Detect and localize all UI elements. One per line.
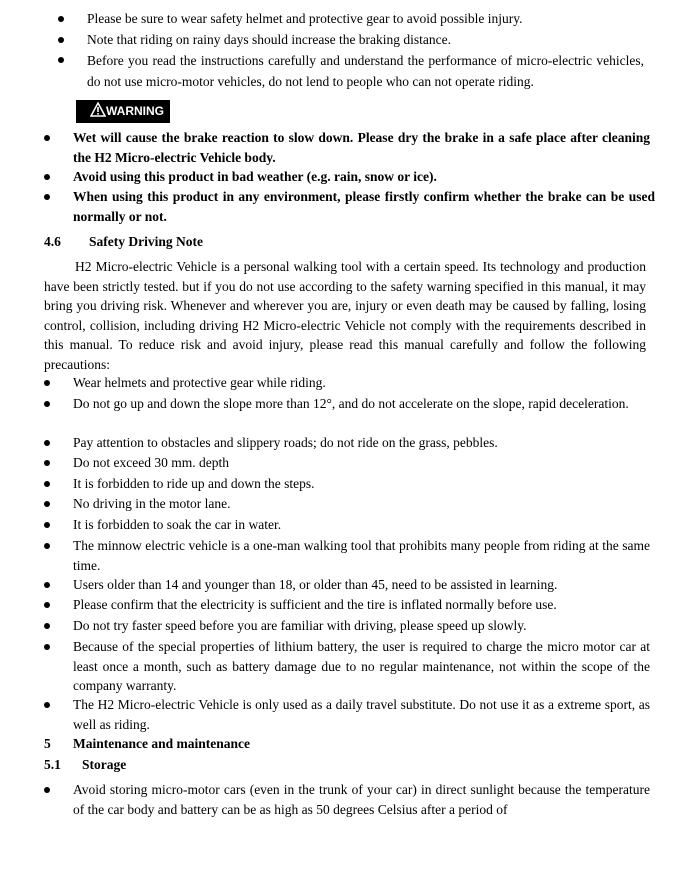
list-item: Avoid storing micro-motor cars (even in the trunk of your car) in direct sunlight because the temperature of the car body and battery can be as high as 50 degrees Celsius after a period of xyxy=(73,782,650,817)
section-number: 5 xyxy=(44,736,51,751)
bullet-dot xyxy=(44,440,50,446)
warning-triangle-icon xyxy=(90,102,106,117)
warning-item: Wet will cause the brake reaction to slow down. Please dry the brake in a safe place after cleaning the H2 Micro-electric Vehicle body. xyxy=(73,130,650,165)
section-number: 5.1 xyxy=(44,757,61,772)
bullet-dot xyxy=(44,194,50,200)
bullet-dot xyxy=(44,602,50,608)
bullet-dot xyxy=(58,16,64,22)
list-item: Because of the special properties of lithium battery, the user is required to charge the micro motor car at least once a month, such as battery damage due to no regular maintenance, not within the scope of the company warranty. xyxy=(73,639,650,693)
bullet-dot xyxy=(44,582,50,588)
list-item: Do not go up and down the slope more than 12°, and do not accelerate on the slope, rapid deceleration. xyxy=(73,396,629,411)
section-title: Safety Driving Note xyxy=(89,234,203,249)
bullet-dot xyxy=(44,543,50,549)
section-number: 4.6 xyxy=(44,234,61,249)
bullet-dot xyxy=(44,702,50,708)
list-item: Please confirm that the electricity is sufficient and the tire is inflated normally before use. xyxy=(73,597,557,612)
list-item: No driving in the motor lane. xyxy=(73,496,231,511)
warning-label xyxy=(76,100,170,123)
list-item: Users older than 14 and younger than 18, or older than 45, need to be assisted in learning. xyxy=(73,577,558,592)
bullet-dot xyxy=(44,460,50,466)
bullet-dot xyxy=(44,522,50,528)
bullet-dot xyxy=(44,401,50,407)
bullet-dot xyxy=(44,380,50,386)
warning-item: Avoid using this product in bad weather (e.g. rain, snow or ice). xyxy=(73,169,437,184)
section-title: Storage xyxy=(82,757,127,772)
bullet-dot xyxy=(44,135,50,141)
list-item: Pay attention to obstacles and slippery roads; do not ride on the grass, pebbles. xyxy=(73,435,498,450)
list-item: Do not try faster speed before you are familiar with driving, please speed up slowly. xyxy=(73,618,527,633)
list-item: Please be sure to wear safety helmet and protective gear to avoid possible injury. xyxy=(87,11,523,26)
bullet-dot xyxy=(44,623,50,629)
section-paragraph: H2 Micro-electric Vehicle is a personal walking tool with a certain speed. Its technology and production have been strictly tested. but if you do not use according to the safety warning specified in this manual, it may bring you driving risk. Whenever and wherever you are, injury or even death may be caused by falling, losing control, collision, including driving H2 Micro-electric Vehicle not comply with the requirements described in this manual. To reduce risk and avoid injury, please read this manual carefully and follow the following precautions: xyxy=(44,259,646,372)
list-item: Wear helmets and protective gear while riding. xyxy=(73,375,326,390)
section-title: Maintenance and maintenance xyxy=(73,736,250,751)
bullet-dot xyxy=(44,174,50,180)
bullet-dot xyxy=(44,501,50,507)
list-item: Note that riding on rainy days should increase the braking distance. xyxy=(87,32,452,47)
list-item: It is forbidden to ride up and down the steps. xyxy=(73,476,315,491)
bullet-dot xyxy=(44,787,50,793)
bullet-dot xyxy=(44,644,50,650)
list-item: The minnow electric vehicle is a one-man walking tool that prohibits many people from riding at the same time. xyxy=(73,538,650,573)
list-item: The H2 Micro-electric Vehicle is only used as a daily travel substitute. Do not use it as a extreme sport, as well as riding. xyxy=(73,697,650,732)
bullet-dot xyxy=(58,37,64,43)
warning-item: When using this product in any environment, please firstly confirm whether the brake can be used normally or not. xyxy=(73,189,655,224)
bullet-dot xyxy=(44,481,50,487)
bullet-dot xyxy=(58,57,64,63)
warning-text: WARNING xyxy=(106,104,164,118)
list-item: It is forbidden to soak the car in water. xyxy=(73,517,282,532)
list-item: Do not exceed 30 mm. depth xyxy=(73,455,229,470)
list-item: Before you read the instructions carefully and understand the performance of micro-electric vehicles, do not use micro-motor vehicles, do not lend to people who can not operate riding. xyxy=(87,53,644,89)
